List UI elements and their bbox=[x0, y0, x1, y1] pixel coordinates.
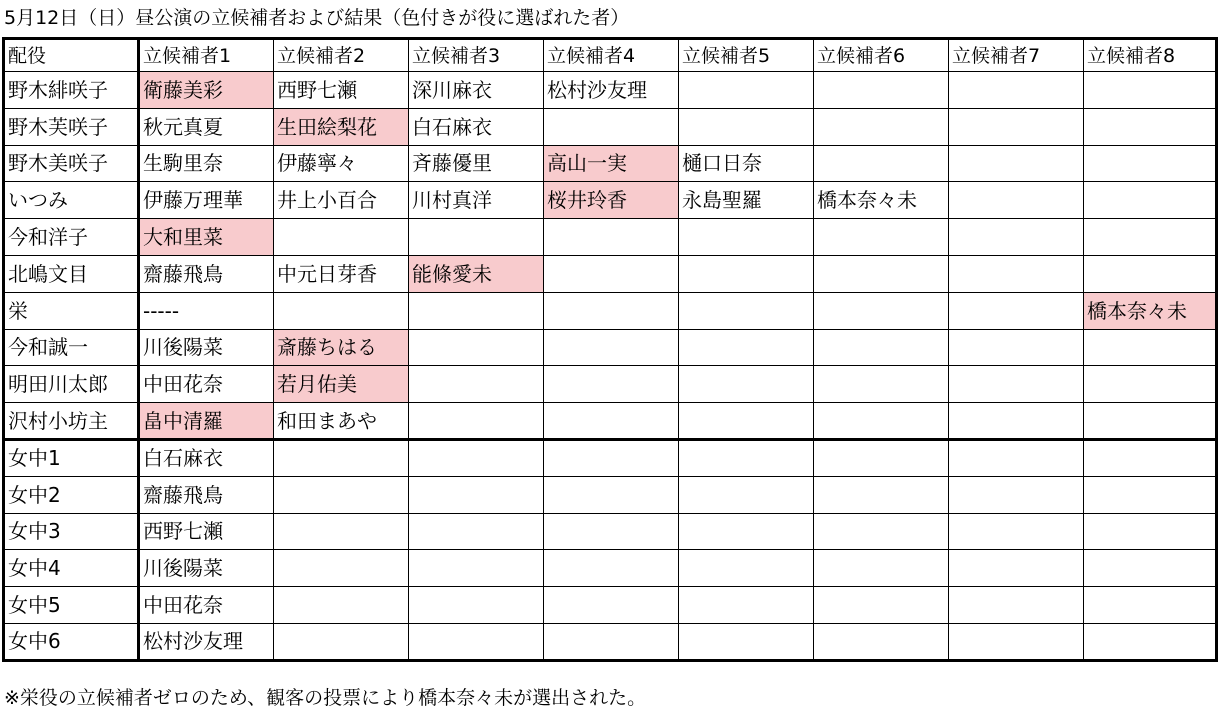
table-row bbox=[4, 108, 1217, 145]
candidate-cell bbox=[1084, 329, 1217, 366]
candidate-cell bbox=[544, 255, 679, 292]
candidate-cell: 西野七瀬 bbox=[139, 513, 274, 550]
candidate-cell: 川村真洋 bbox=[409, 182, 544, 219]
selected-candidate-cell: 畠中清羅 bbox=[139, 403, 274, 440]
candidate-cell bbox=[409, 366, 544, 403]
table-row bbox=[4, 439, 1217, 476]
candidate-cell: 西野七瀬 bbox=[274, 72, 409, 109]
candidate-cell bbox=[814, 623, 949, 660]
candidate-cell bbox=[274, 476, 409, 513]
table-row bbox=[4, 182, 1217, 219]
candidate-cell bbox=[679, 108, 814, 145]
candidate-cell: 齋藤飛鳥 bbox=[139, 476, 274, 513]
role-cell: 栄 bbox=[4, 292, 139, 329]
table-row bbox=[4, 219, 1217, 256]
candidate-cell bbox=[679, 366, 814, 403]
candidate-cell: 松村沙友理 bbox=[139, 623, 274, 660]
selected-candidate-cell: 生田絵梨花 bbox=[274, 108, 409, 145]
candidate-cell bbox=[409, 439, 544, 476]
candidate-cell: 松村沙友理 bbox=[544, 72, 679, 109]
candidate-cell bbox=[814, 292, 949, 329]
role-cell: 北嶋文目 bbox=[4, 255, 139, 292]
table-row bbox=[4, 476, 1217, 513]
candidate-cell: 生駒里奈 bbox=[139, 145, 274, 182]
candidate-cell bbox=[274, 292, 409, 329]
table-row bbox=[4, 587, 1217, 624]
candidate-cell: 白石麻衣 bbox=[409, 108, 544, 145]
candidate-cell bbox=[1084, 513, 1217, 550]
role-cell: 女中1 bbox=[4, 439, 139, 476]
candidate-cell bbox=[814, 145, 949, 182]
candidate-cell bbox=[949, 403, 1084, 440]
candidate-cell bbox=[409, 292, 544, 329]
candidate-cell bbox=[409, 587, 544, 624]
role-cell: 明田川太郎 bbox=[4, 366, 139, 403]
role-cell: 野木美咲子 bbox=[4, 145, 139, 182]
candidate-cell: 橋本奈々未 bbox=[814, 182, 949, 219]
candidate-cell: 中田花奈 bbox=[139, 587, 274, 624]
candidate-cell bbox=[274, 587, 409, 624]
table-row bbox=[4, 403, 1217, 440]
candidate-cell bbox=[814, 255, 949, 292]
candidate-cell bbox=[544, 587, 679, 624]
candidate-cell bbox=[274, 550, 409, 587]
candidate-cell bbox=[814, 439, 949, 476]
candidate-cell bbox=[949, 587, 1084, 624]
candidate-cell: 樋口日奈 bbox=[679, 145, 814, 182]
table-row bbox=[4, 366, 1217, 403]
candidate-cell bbox=[949, 366, 1084, 403]
candidate-cell bbox=[679, 587, 814, 624]
candidate-cell bbox=[1084, 108, 1217, 145]
candidate-cell bbox=[679, 403, 814, 440]
candidate-cell: 齋藤飛鳥 bbox=[139, 255, 274, 292]
role-cell: 女中5 bbox=[4, 587, 139, 624]
header-candidate-4: 立候補者4 bbox=[544, 39, 679, 72]
candidate-cell bbox=[409, 476, 544, 513]
candidate-cell bbox=[949, 476, 1084, 513]
candidate-cell bbox=[679, 219, 814, 256]
candidate-cell bbox=[1084, 255, 1217, 292]
candidate-cell bbox=[814, 513, 949, 550]
page-title: 5月12日（日）昼公演の立候補者および結果（色付きが役に選ばれた者） bbox=[4, 7, 630, 29]
role-cell: 女中6 bbox=[4, 623, 139, 660]
candidate-cell: 伊藤寧々 bbox=[274, 145, 409, 182]
table-row bbox=[4, 255, 1217, 292]
header-candidate-2: 立候補者2 bbox=[274, 39, 409, 72]
footnote: ※栄役の立候補者ゼロのため、観客の投票により橋本奈々未が選出された。 bbox=[4, 687, 647, 709]
candidate-cell bbox=[274, 513, 409, 550]
candidate-cell: 中田花奈 bbox=[139, 366, 274, 403]
header-candidate-3: 立候補者3 bbox=[409, 39, 544, 72]
table-row bbox=[4, 145, 1217, 182]
header-candidate-8: 立候補者8 bbox=[1084, 39, 1217, 72]
candidate-cell bbox=[949, 145, 1084, 182]
candidate-cell bbox=[409, 550, 544, 587]
header-candidate-7: 立候補者7 bbox=[949, 39, 1084, 72]
candidate-cell bbox=[1084, 72, 1217, 109]
candidate-cell bbox=[679, 292, 814, 329]
header-role: 配役 bbox=[4, 39, 139, 72]
candidate-cell bbox=[814, 72, 949, 109]
candidate-cell bbox=[544, 108, 679, 145]
candidate-cell: 井上小百合 bbox=[274, 182, 409, 219]
candidate-cell bbox=[544, 476, 679, 513]
candidate-cell bbox=[679, 329, 814, 366]
candidate-cell bbox=[949, 108, 1084, 145]
role-cell: 今和洋子 bbox=[4, 219, 139, 256]
candidate-cell bbox=[274, 439, 409, 476]
candidate-cell bbox=[1084, 403, 1217, 440]
table-row bbox=[4, 623, 1217, 660]
header-row bbox=[4, 39, 1217, 72]
candidate-cell bbox=[949, 72, 1084, 109]
candidate-cell bbox=[814, 587, 949, 624]
selected-candidate-cell: 衛藤美彩 bbox=[139, 72, 274, 109]
candidate-cell bbox=[814, 366, 949, 403]
table-row bbox=[4, 329, 1217, 366]
candidate-cell: ----- bbox=[139, 292, 274, 329]
candidate-cell bbox=[949, 255, 1084, 292]
role-cell: 野木緋咲子 bbox=[4, 72, 139, 109]
candidate-cell: 中元日芽香 bbox=[274, 255, 409, 292]
candidate-cell bbox=[679, 439, 814, 476]
candidate-cell bbox=[949, 550, 1084, 587]
candidate-cell: 斉藤優里 bbox=[409, 145, 544, 182]
candidate-cell bbox=[814, 219, 949, 256]
selected-candidate-cell: 能條愛未 bbox=[409, 255, 544, 292]
candidate-cell bbox=[544, 403, 679, 440]
candidate-cell bbox=[409, 219, 544, 256]
candidate-cell bbox=[679, 513, 814, 550]
candidate-cell bbox=[1084, 476, 1217, 513]
table-row bbox=[4, 550, 1217, 587]
selected-candidate-cell: 橋本奈々未 bbox=[1084, 292, 1217, 329]
candidate-cell bbox=[1084, 623, 1217, 660]
candidate-cell bbox=[544, 623, 679, 660]
candidate-cell bbox=[949, 219, 1084, 256]
candidate-cell bbox=[949, 623, 1084, 660]
table-row bbox=[4, 72, 1217, 109]
candidate-cell bbox=[1084, 550, 1217, 587]
candidate-cell bbox=[679, 72, 814, 109]
candidate-cell bbox=[1084, 439, 1217, 476]
candidate-cell bbox=[679, 255, 814, 292]
candidate-cell: 秋元真夏 bbox=[139, 108, 274, 145]
candidate-cell bbox=[949, 292, 1084, 329]
candidate-cell bbox=[679, 623, 814, 660]
candidate-cell bbox=[1084, 219, 1217, 256]
selected-candidate-cell: 桜井玲香 bbox=[544, 182, 679, 219]
selected-candidate-cell: 若月佑美 bbox=[274, 366, 409, 403]
candidate-cell bbox=[544, 219, 679, 256]
role-cell: 女中3 bbox=[4, 513, 139, 550]
selected-candidate-cell: 斎藤ちはる bbox=[274, 329, 409, 366]
candidate-cell: 深川麻衣 bbox=[409, 72, 544, 109]
candidate-cell bbox=[544, 329, 679, 366]
role-cell: 野木芙咲子 bbox=[4, 108, 139, 145]
candidate-cell bbox=[544, 292, 679, 329]
table-row bbox=[4, 513, 1217, 550]
role-cell: 沢村小坊主 bbox=[4, 403, 139, 440]
candidate-cell bbox=[409, 623, 544, 660]
selected-candidate-cell: 高山一実 bbox=[544, 145, 679, 182]
candidate-cell bbox=[409, 513, 544, 550]
candidate-cell bbox=[274, 219, 409, 256]
candidate-cell bbox=[814, 108, 949, 145]
candidate-cell bbox=[814, 403, 949, 440]
role-cell: 女中4 bbox=[4, 550, 139, 587]
candidate-cell bbox=[814, 329, 949, 366]
candidate-cell: 伊藤万理華 bbox=[139, 182, 274, 219]
candidate-cell: 川後陽菜 bbox=[139, 329, 274, 366]
candidate-cell: 和田まあや bbox=[274, 403, 409, 440]
candidates-table bbox=[2, 37, 1218, 662]
candidate-cell bbox=[1084, 366, 1217, 403]
header-candidate-6: 立候補者6 bbox=[814, 39, 949, 72]
candidate-cell bbox=[544, 366, 679, 403]
candidate-cell: 白石麻衣 bbox=[139, 439, 274, 476]
candidate-cell bbox=[679, 476, 814, 513]
candidate-cell: 永島聖羅 bbox=[679, 182, 814, 219]
candidate-cell bbox=[814, 550, 949, 587]
role-cell: いつみ bbox=[4, 182, 139, 219]
header-candidate-5: 立候補者5 bbox=[679, 39, 814, 72]
candidate-cell bbox=[544, 550, 679, 587]
candidate-cell bbox=[1084, 182, 1217, 219]
table-row bbox=[4, 292, 1217, 329]
candidate-cell bbox=[1084, 145, 1217, 182]
selected-candidate-cell: 大和里菜 bbox=[139, 219, 274, 256]
candidate-cell: 川後陽菜 bbox=[139, 550, 274, 587]
candidate-cell bbox=[949, 182, 1084, 219]
candidate-cell bbox=[274, 623, 409, 660]
candidate-cell bbox=[949, 513, 1084, 550]
candidate-cell bbox=[949, 329, 1084, 366]
role-cell: 女中2 bbox=[4, 476, 139, 513]
candidate-cell bbox=[409, 403, 544, 440]
candidate-cell bbox=[679, 550, 814, 587]
candidate-cell bbox=[409, 329, 544, 366]
candidate-cell bbox=[544, 439, 679, 476]
header-candidate-1: 立候補者1 bbox=[139, 39, 274, 72]
candidate-cell bbox=[814, 476, 949, 513]
candidate-cell bbox=[1084, 587, 1217, 624]
candidate-cell bbox=[949, 439, 1084, 476]
candidate-cell bbox=[544, 513, 679, 550]
role-cell: 今和誠一 bbox=[4, 329, 139, 366]
